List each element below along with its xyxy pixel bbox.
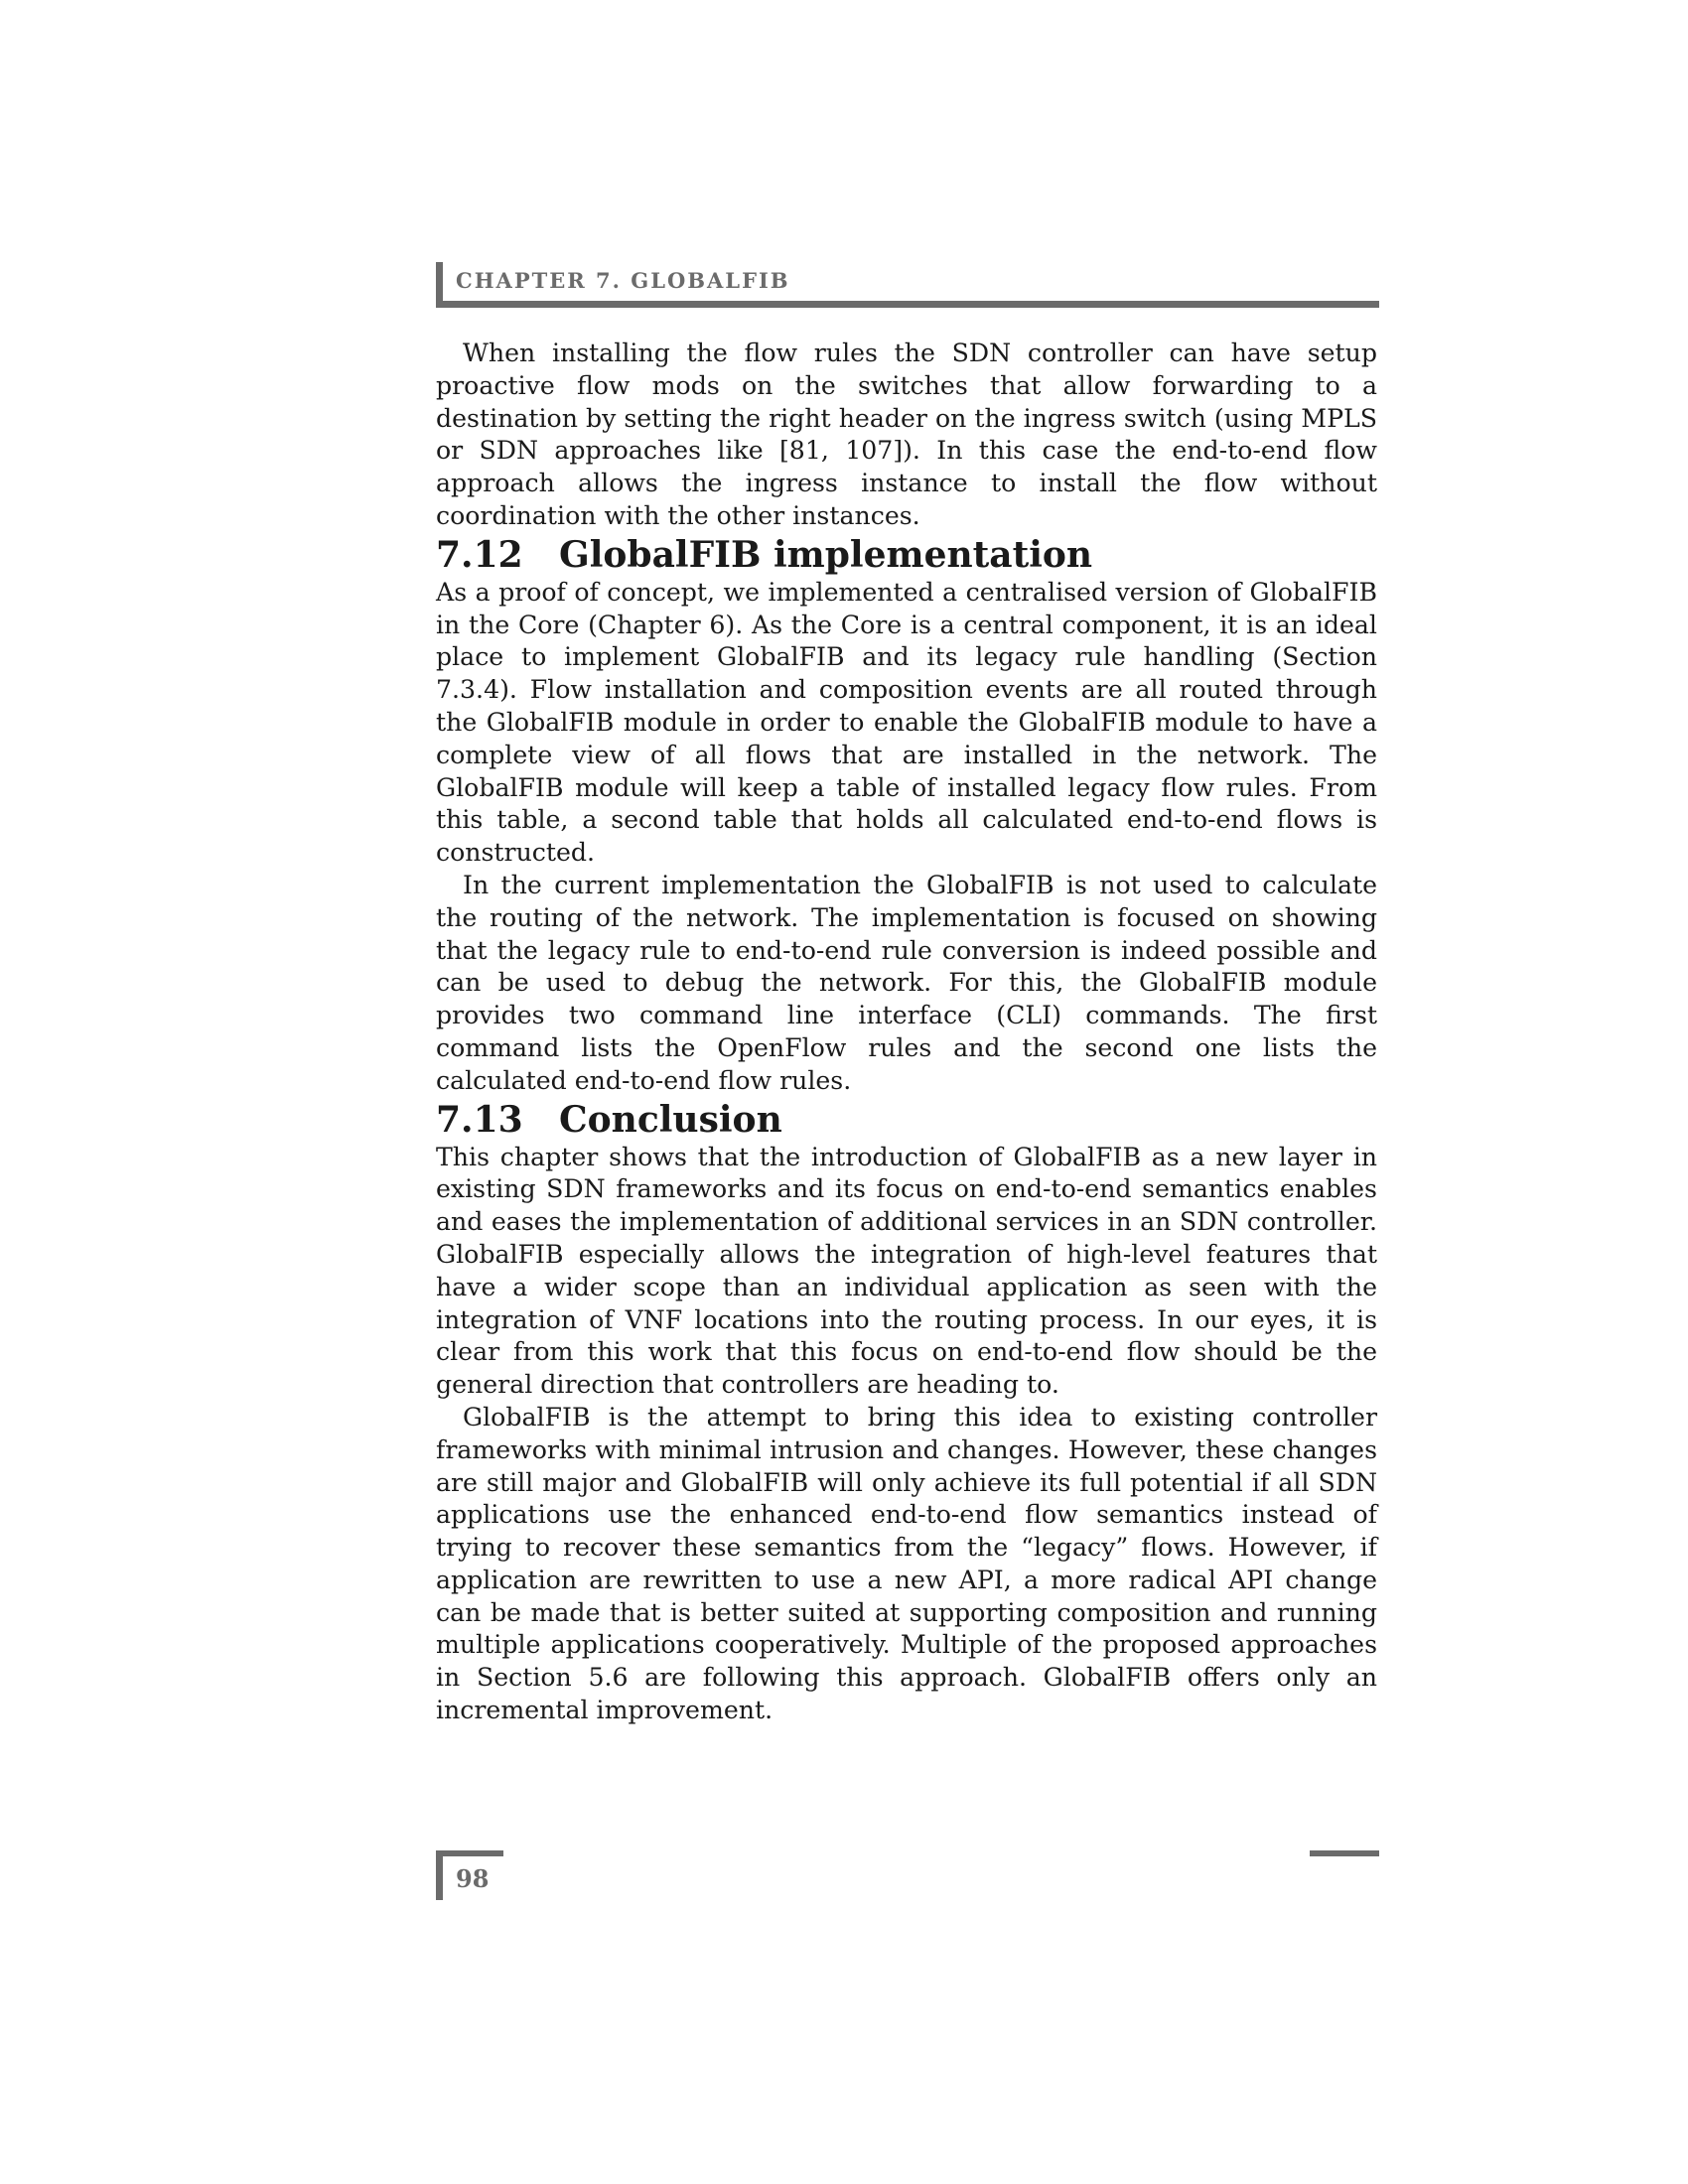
section-7-12-paragraph-2: In the current implementation the GlobalFIB is not used to calculate the routing of the network. The implementation is focused on showing that the legacy rule to end-to-end rule conversion is indeed possible and can be used to debug the network. For this, the GlobalFIB module provides two command line interface (CLI) commands. The first command lists the OpenFlow rules and the second one lists the calculated end-to-end flow rules. [436, 870, 1377, 1095]
footer-rule-left [436, 1850, 503, 1856]
running-title: CHAPTER 7. GLOBALFIB [456, 268, 790, 293]
footer-rule-right [1310, 1850, 1379, 1856]
section-heading-7-12 [436, 533, 1377, 577]
section-number: 7.12 [436, 533, 523, 576]
page-footer [436, 1850, 1379, 1906]
section-number: 7.13 [436, 1098, 523, 1141]
section-title: Conclusion [559, 1098, 782, 1141]
header-rule [436, 301, 1379, 308]
section-7-13-paragraph-1: This chapter shows that the introduction of GlobalFIB as a new layer in existing SDN frameworks and its focus on end-to-end semantics enables and eases the implementation of additional services in an SDN controller. GlobalFIB especially allows the integration of high-level features that have a wider scope than an individual application as seen with the integration of VNF locations into the routing process. In our eyes, it is clear from this work that this focus on end-to-end flow should be the general direction that controllers are heading to. [436, 1142, 1377, 1400]
section-title: GlobalFIB implementation [559, 533, 1093, 576]
footer-left-bar [436, 1850, 443, 1900]
intro-paragraph: When installing the flow rules the SDN controller can have setup proactive flow mods on the switches that allow forwarding to a destination by setting the right header on the ingress switch (using MPLS or SDN approaches like [81, 107]). In this case the end-to-end flow approach allows the ingress instance to install the flow without coordination with the other instances. [436, 339, 1377, 530]
section-heading-7-13 [436, 1098, 1377, 1142]
section-7-13-paragraph-2: GlobalFIB is the attempt to bring this idea to existing controller frameworks with minimal intrusion and changes. However, these changes are still major and GlobalFIB will only achieve its full potential if all SDN applications use the enhanced end-to-end flow semantics instead of trying to recover these semantics from the “legacy” flows. However, if application are rewritten to use a new API, a more radical API change can be made that is better suited at supporting composition and running multiple applications cooperatively. Multiple of the proposed approaches in Section 5.6 are following this approach. GlobalFIB offers only an incremental improvement. [436, 1402, 1377, 1725]
section-7-12-paragraph-1: As a proof of concept, we implemented a centralised version of GlobalFIB in the Core (Chapter 6). As the Core is a central component, it is an ideal place to implement GlobalFIB and its legacy rule handling (Section 7.3.4). Flow installation and composition events are all routed through the GlobalFIB module in order to enable the GlobalFIB module to have a complete view of all flows that are installed in the network. The GlobalFIB module will keep a table of installed legacy flow rules. From this table, a second table that holds all calculated end-to-end flows is constructed. [436, 577, 1377, 868]
running-header [436, 260, 1379, 308]
body-content [436, 338, 1377, 1727]
page-number: 98 [456, 1864, 490, 1893]
